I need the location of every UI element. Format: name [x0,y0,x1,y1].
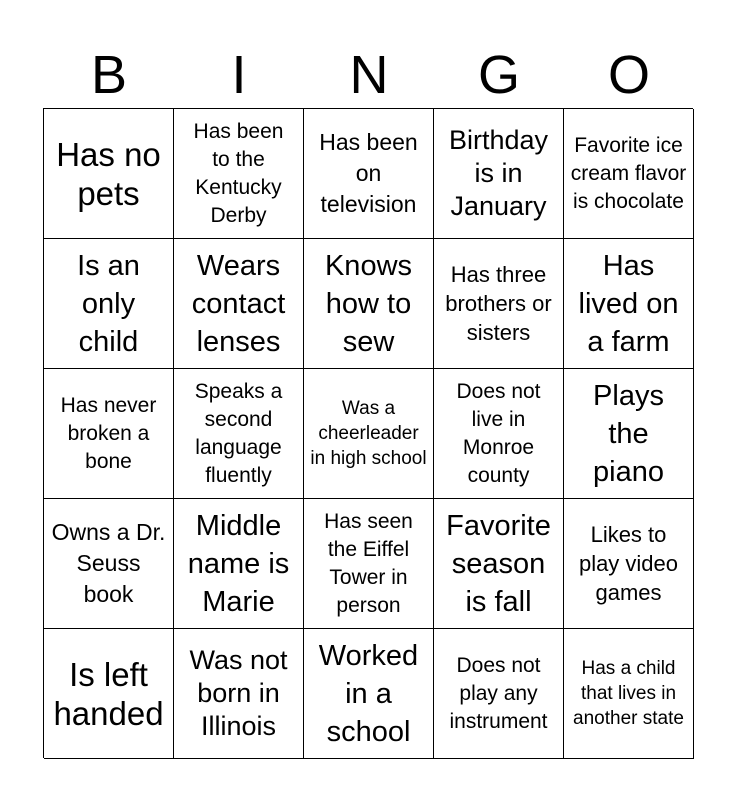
bingo-cell-r5c5[interactable] [564,629,694,759]
cell-text: Was not born in Illinois [189,645,288,741]
bingo-cell-r5c3[interactable] [304,629,434,759]
cell-text: Has three brothers or sisters [445,262,552,345]
header-letter-b: B [90,45,128,105]
cell-text: Speaks a second language fluently [194,379,283,487]
header-letter-n: N [349,45,389,105]
bingo-cell-r4c5[interactable] [564,499,694,629]
header-letter-i: I [231,45,247,105]
bingo-cell-r1c5[interactable] [564,109,694,239]
cell-text: Worked in a school [318,639,419,748]
cell-text: Likes to play video games [578,522,679,605]
bingo-cell-r1c1[interactable] [44,109,174,239]
bingo-cell-r4c2[interactable] [174,499,304,629]
cell-text: Does not live in Monroe county [456,379,541,487]
bingo-cell-r4c3[interactable] [304,499,434,629]
bingo-cell-r2c1[interactable] [44,239,174,369]
cell-text: Has never broken a bone [60,393,157,473]
bingo-cell-r3c5[interactable] [564,369,694,499]
cell-text: Has seen the Eiffel Tower in person [324,509,413,617]
cell-text: Wears contact lenses [191,249,286,358]
cell-text: Owns a Dr. Seuss book [51,519,166,607]
bingo-cell-r1c4[interactable] [434,109,564,239]
cell-text: Favorite ice cream flavor is chocolate [570,133,687,213]
cell-text: Has been to the Kentucky Derby [193,119,284,227]
bingo-cell-r3c1[interactable] [44,369,174,499]
cell-text: Favorite season is fall [446,509,551,618]
header-letter-g: G [477,45,520,105]
bingo-cell-r2c2[interactable] [174,239,304,369]
cell-text: Middle name is Marie [187,509,290,618]
cell-text: Has been on television [319,129,418,217]
bingo-cell-r2c3[interactable] [304,239,434,369]
bingo-cell-r3c4[interactable] [434,369,564,499]
cell-text: Has a child that lives in another state [573,658,684,729]
cell-text: Does not play any instrument [449,653,548,733]
cell-text: Has no pets [56,135,161,212]
cell-text: Knows how to sew [324,249,413,358]
bingo-board [43,108,693,758]
cell-text: Birthday is in January [448,125,549,221]
bingo-cell-r5c2[interactable] [174,629,304,759]
bingo-cell-r3c3[interactable] [304,369,434,499]
cell-text: Plays the piano [593,379,664,488]
bingo-cell-r2c5[interactable] [564,239,694,369]
bingo-header [44,44,694,106]
cell-text: Has lived on a farm [578,249,679,358]
cell-text: Was a cheerleader in high school [310,398,427,469]
cell-text: Is left handed [53,655,164,732]
bingo-cell-r2c4[interactable] [434,239,564,369]
header-letter-o: O [607,45,650,105]
bingo-cell-r4c4[interactable] [434,499,564,629]
bingo-cell-r1c2[interactable] [174,109,304,239]
bingo-cell-r4c1[interactable] [44,499,174,629]
bingo-cell-r5c4[interactable] [434,629,564,759]
cell-text: Is an only child [77,249,140,358]
bingo-cell-r3c2[interactable] [174,369,304,499]
bingo-cell-r5c1[interactable] [44,629,174,759]
bingo-cell-r1c3[interactable] [304,109,434,239]
